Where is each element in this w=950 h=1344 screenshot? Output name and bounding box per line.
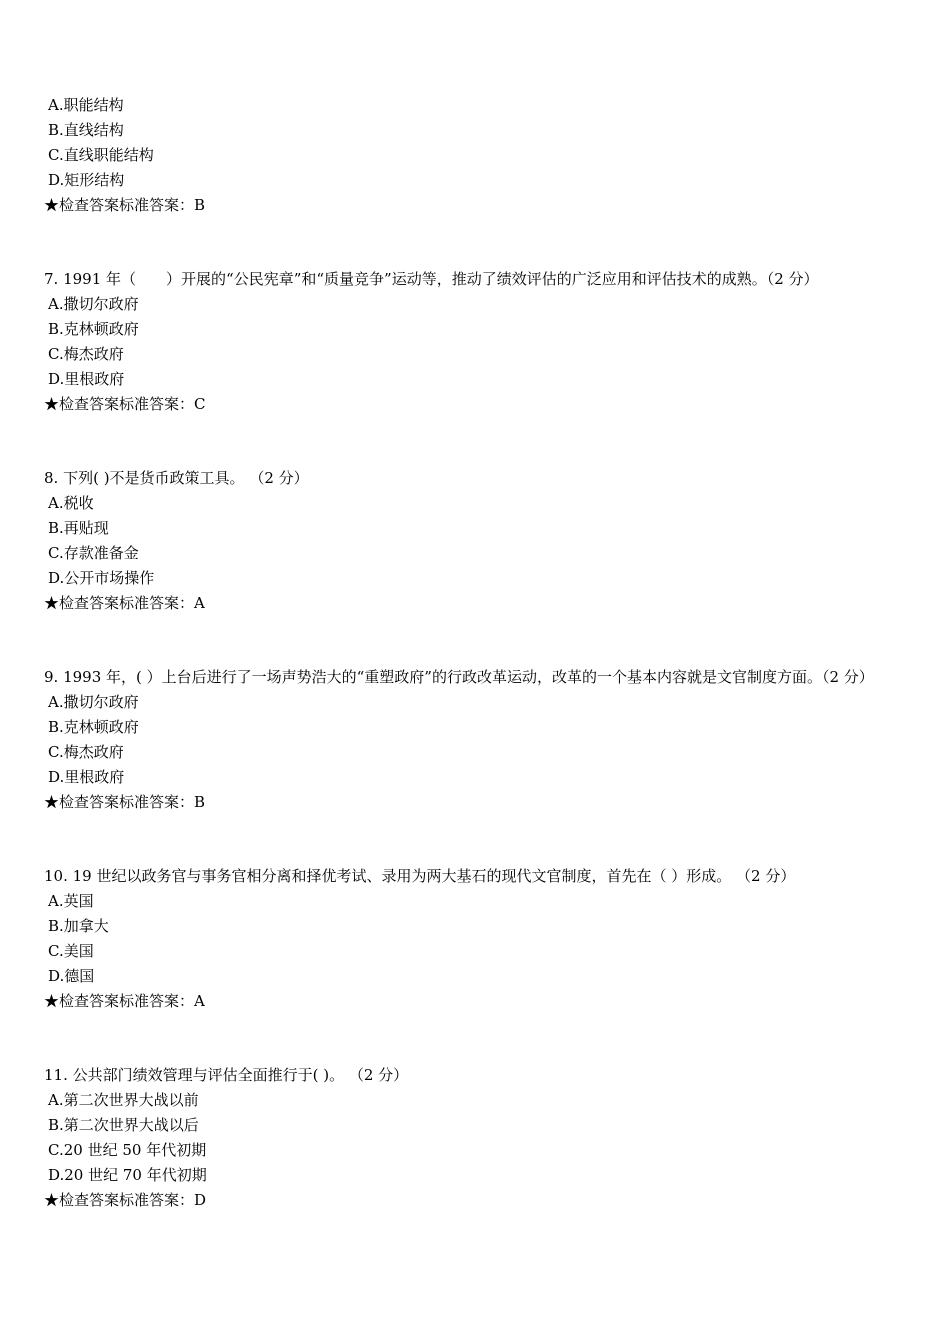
option-d: D.里根政府 [48, 768, 125, 786]
answer-line: ★检查答案标准答案：B [44, 196, 206, 214]
spacer [44, 815, 914, 864]
option-b: B.克林顿政府 [48, 320, 139, 338]
option-a: A.撒切尔政府 [48, 295, 139, 313]
question-block [44, 665, 914, 815]
question-stem: 10. 19 世纪以政务官与事务官相分离和择优考试、录用为两大基石的现代文官制度，首先在（ ）形成。 （2 分） [44, 867, 796, 885]
spacer [44, 417, 914, 466]
option-b: B.加拿大 [48, 917, 109, 935]
spacer [44, 218, 914, 267]
option-a: A.税收 [48, 494, 94, 512]
option-c: C.梅杰政府 [48, 345, 124, 363]
option-b: B.克林顿政府 [48, 718, 139, 736]
answer-line: ★检查答案标准答案：C [44, 395, 206, 413]
option-a: A.撒切尔政府 [48, 693, 139, 711]
option-d: D.公开市场操作 [48, 569, 155, 587]
question-stem: 9. 1993 年，( ）上台后进行了一场声势浩大的“重塑政府”的行政改革运动，改革的一个基本内容就是文官制度方面。（2 分） [44, 668, 874, 686]
option-a: A.英国 [48, 892, 94, 910]
answer-line: ★检查答案标准答案：B [44, 793, 206, 811]
answer-line: ★检查答案标准答案：A [44, 594, 205, 612]
option-b: B.直线结构 [48, 121, 124, 139]
question-block [44, 93, 914, 218]
option-c: C.美国 [48, 942, 94, 960]
option-c: C.存款准备金 [48, 544, 139, 562]
option-b: B.再贴现 [48, 519, 109, 537]
question-block [44, 466, 914, 616]
spacer [44, 1014, 914, 1063]
option-a: A.职能结构 [48, 96, 124, 114]
option-c: C.直线职能结构 [48, 146, 154, 164]
option-c: C.梅杰政府 [48, 743, 124, 761]
spacer [44, 616, 914, 665]
question-stem: 7. 1991 年（ ）开展的“公民宪章”和“质量竞争”运动等，推动了绩效评估的广泛应用和评估技术的成熟。（2 分） [44, 270, 819, 288]
question-block [44, 1063, 914, 1213]
option-d: D.20 世纪 70 年代初期 [48, 1166, 207, 1184]
option-b: B.第二次世界大战以后 [48, 1116, 199, 1134]
option-d: D.德国 [48, 967, 95, 985]
question-stem: 8. 下列( )不是货币政策工具。 （2 分） [44, 469, 309, 487]
answer-line: ★检查答案标准答案：D [44, 1191, 207, 1209]
question-block [44, 864, 914, 1014]
answer-line: ★检查答案标准答案：A [44, 992, 205, 1010]
option-a: A.第二次世界大战以前 [48, 1091, 199, 1109]
document-body [44, 93, 914, 1213]
option-c: C.20 世纪 50 年代初期 [48, 1141, 207, 1159]
option-d: D.矩形结构 [48, 171, 125, 189]
option-d: D.里根政府 [48, 370, 125, 388]
question-stem: 11. 公共部门绩效管理与评估全面推行于( )。 （2 分） [44, 1066, 409, 1084]
question-block [44, 267, 914, 417]
